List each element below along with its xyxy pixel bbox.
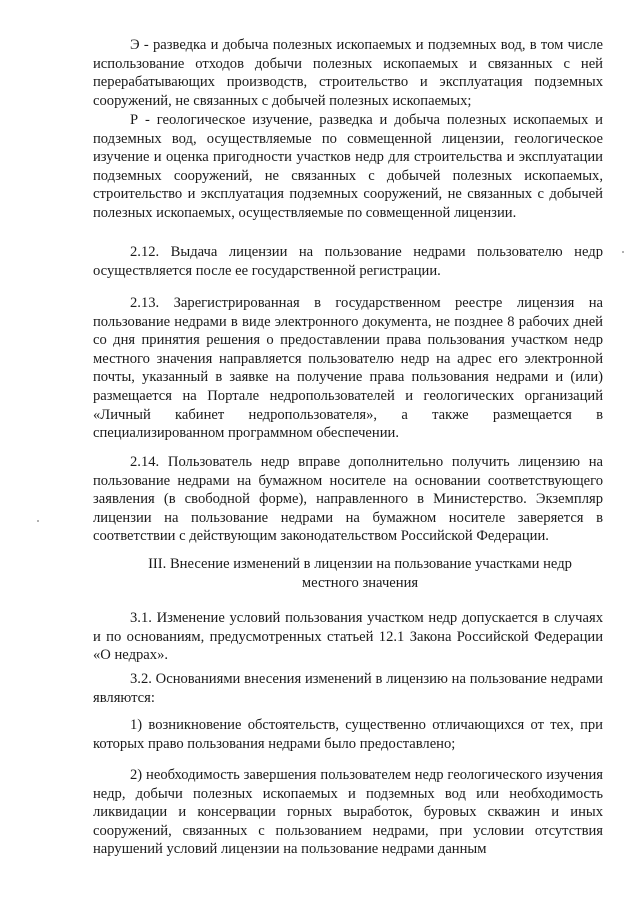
- paragraph-category-r: Р - геологическое изучение, разведка и добыча полезных ископаемых и подземных вод, осуществляемые по совмещенной лицензии, геологическое изучение и оценка пригодности участков недр для строительства и эксплуатации подземных сооружений, не связанных с добычей полезных ископаемых, строительство и эксплуатация подземных сооружений, не связанных с добычей полезных ископаемых, осуществляемые по совмещенной лицензии.: [93, 112, 603, 221]
- paragraph-3-2: 3.2. Основаниями внесения изменений в лицензию на пользование недрами являются:: [93, 671, 603, 706]
- scan-speck: [37, 520, 39, 522]
- paragraph-2-12: 2.12. Выдача лицензии на пользование недрами пользователю недр осуществляется после ее государственной регистрации.: [93, 244, 603, 279]
- paragraph-3-1: 3.1. Изменение условий пользования участком недр допускается в случаях и по основаниям, предусмотренных статьей 12.1 Закона Российской Федерации «О недрах».: [93, 610, 603, 664]
- scan-speck: [622, 251, 624, 253]
- paragraph-2-13: 2.13. Зарегистрированная в государственном реестре лицензия на пользование недрами в виде электронного документа, не позднее 8 рабочих дней со дня принятия решения о предоставлении права пользования участком недр местного значения направляется пользователю недр на адрес его электронной почты, указанный в заявке на получение права пользования недрами и (или) размещается на Портале недропользователей и геологических организаций «Личный кабинет недропользователя», а также размещается в специализированном программном обеспечении.: [93, 295, 603, 442]
- paragraph-category-e: Э - разведка и добыча полезных ископаемых и подземных вод, в том числе использование отходов добычи полезных ископаемых и связанных с ней перерабатывающих производств, строительство и эксплуатация подземных сооружений, не связанных с добычей полезных ископаемых;: [93, 37, 603, 109]
- list-item-1: 1) возникновение обстоятельств, существенно отличающихся от тех, при которых право пользования недрами было предоставлено;: [93, 717, 603, 752]
- list-item-2: 2) необходимость завершения пользователем недр геологического изучения недр, добычи полезных ископаемых и подземных вод или необходимость ликвидации и консервации горных выработок, буровых скважин и иных сооружений, связанных с пользованием недрами, при условии отсутствия нарушений условий лицензии на пользование недрами данным: [93, 767, 603, 858]
- section-heading: III. Внесение изменений в лицензии на пользование участками недр местного значения: [148, 556, 572, 591]
- paragraph-2-14: 2.14. Пользователь недр вправе дополнительно получить лицензию на пользование недрами на бумажном носителе на основании соответствующего заявления (в свободной форме), направленного в Министерство. Экземпляр лицензии на пользование недрами на бумажном носителе заверяется в соответствии с действующим законодательством Российской Федерации.: [93, 454, 603, 545]
